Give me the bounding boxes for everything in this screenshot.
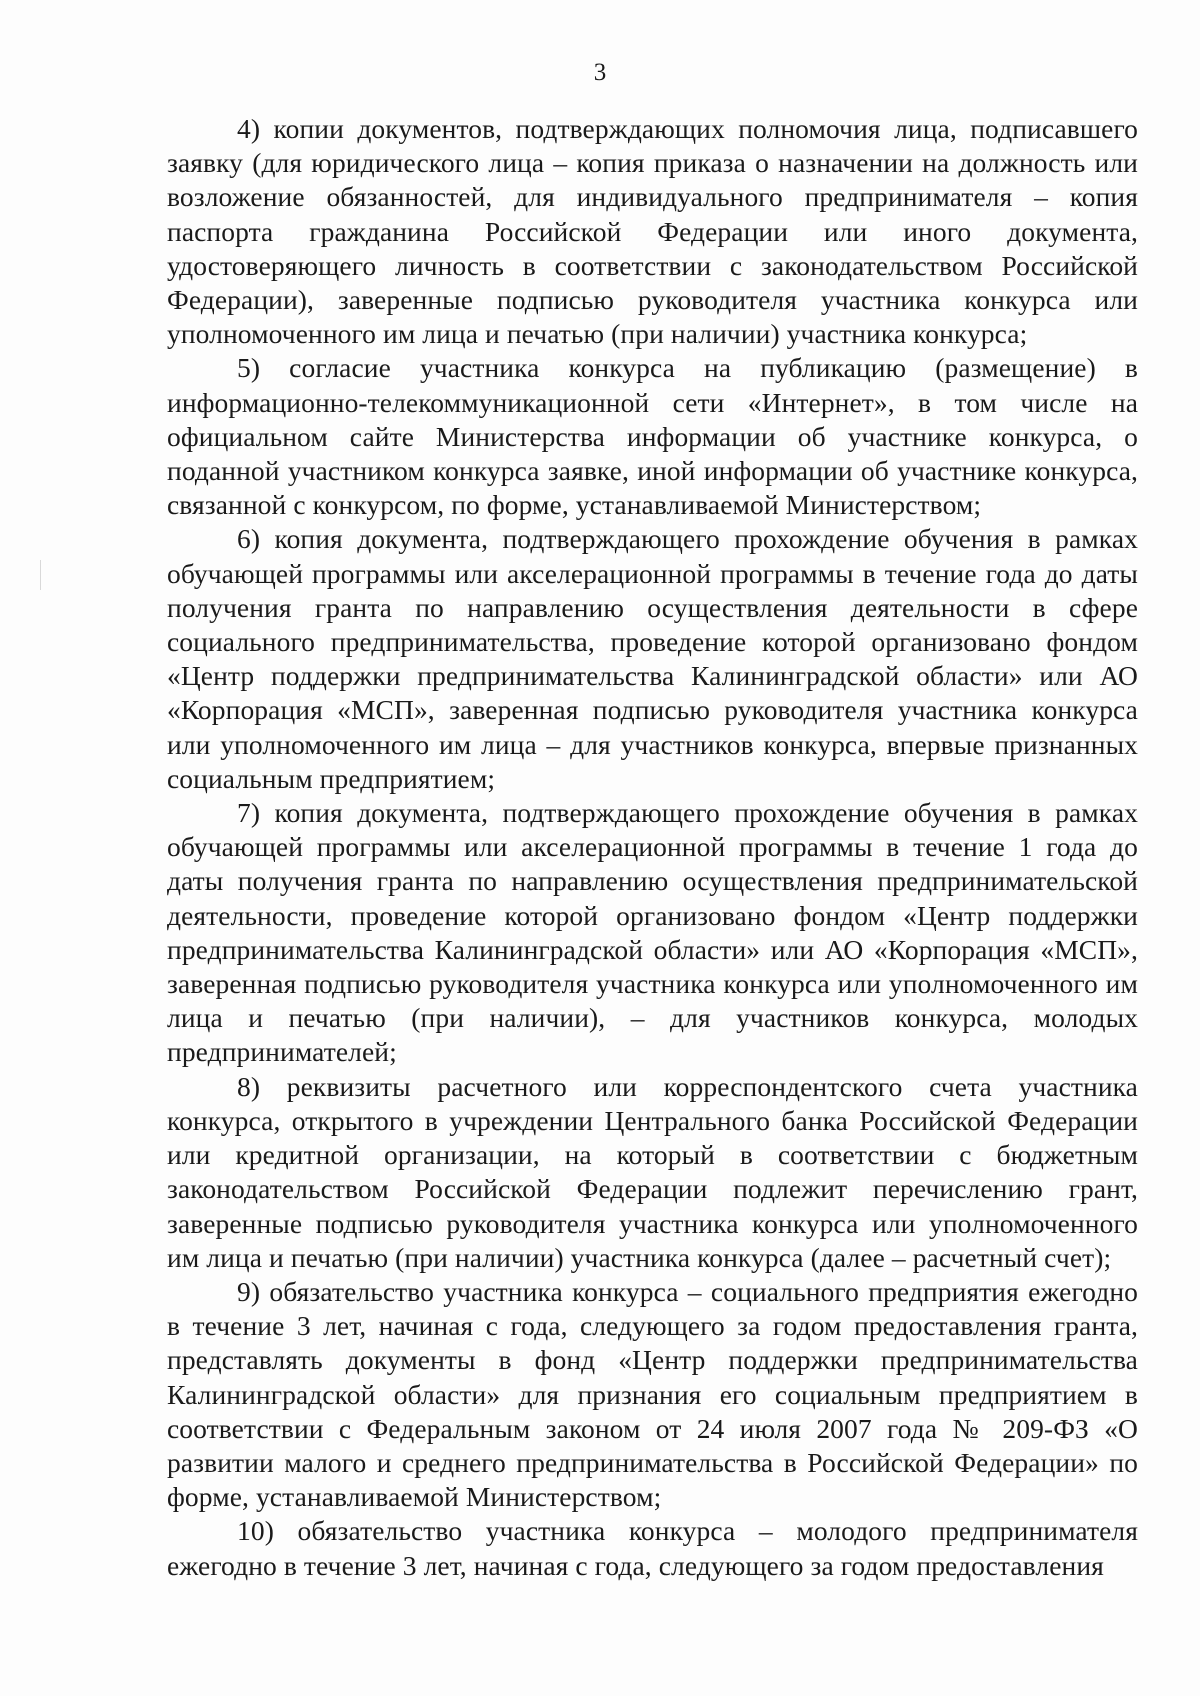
paragraph-item-6: 6) копия документа, подтверждающего прохождение обучения в рамках обучающей программы или акселерационной программы в течение года до даты получения гранта по направлению осуществления деятельности в сфере социального предпринимательства, проведение которой организовано фондом «Центр поддержки предпринимательства Калининградской области» или АО «Корпорация «МСП», заверенная подписью руководителя участника конкурса или уполномоченного им лица – для участников конкурса, впервые признанных социальным предприятием; xyxy=(167,523,1138,794)
document-body xyxy=(167,112,1138,1583)
page-number: 3 xyxy=(593,59,607,86)
paragraph-item-9: 9) обязательство участника конкурса – социального предприятия ежегодно в течение 3 лет, начиная с года, следующего за годом предоставления гранта, представлять документы в фонд «Центр поддержки предпринимательства Калининградской области» для признания его социальным предприятием в соответствии с Федеральным законом от 24 июля 2007 года № 209-ФЗ «О развитии малого и среднего предпринимательства в Российской Федерации» по форме, устанавливаемой Министерством; xyxy=(167,1275,1138,1513)
paragraph-item-8: 8) реквизиты расчетного или корреспондентского счета участника конкурса, открытого в учреждении Центрального банка Российской Федерации или кредитной организации, на который в соответствии с бюджетным законодательством Российской Федерации подлежит перечислению грант, заверенные подписью руководителя участника конкурса или уполномоченного им лица и печатью (при наличии) участника конкурса (далее – расчетный счет); xyxy=(167,1070,1138,1273)
paragraph-item-5: 5) согласие участника конкурса на публикацию (размещение) в информационно-телекоммуникационной сети «Интернет», в том числе на официальном сайте Министерства информации об участнике конкурса, о поданной участником конкурса заявке, иной информации об участнике конкурса, связанной с конкурсом, по форме, устанавливаемой Министерством; xyxy=(167,352,1138,521)
scan-edge-mark xyxy=(40,560,41,590)
paragraph-item-10: 10) обязательство участника конкурса – молодого предпринимателя ежегодно в течение 3 лет, начиная с года, следующего за годом предоставления xyxy=(167,1515,1138,1581)
paragraph-item-7: 7) копия документа, подтверждающего прохождение обучения в рамках обучающей программы или акселерационной программы в течение 1 года до даты получения гранта по направлению осуществления предпринимательской деятельности, проведение которой организовано фондом «Центр поддержки предпринимательства Калининградской области» или АО «Корпорация «МСП», заверенная подписью руководителя участника конкурса или уполномоченного им лица и печатью (при наличии), – для участников конкурса, молодых предпринимателей; xyxy=(167,797,1138,1068)
paragraph-item-4: 4) копии документов, подтверждающих полномочия лица, подписавшего заявку (для юридического лица – копия приказа о назначении на должность или возложение обязанностей, для индивидуального предпринимателя – копия паспорта гражданина Российской Федерации или иного документа, удостоверяющего личность в соответствии с законодательством Российской Федерации), заверенные подписью руководителя участника конкурса или уполномоченного им лица и печатью (при наличии) участника конкурса; xyxy=(167,113,1138,350)
